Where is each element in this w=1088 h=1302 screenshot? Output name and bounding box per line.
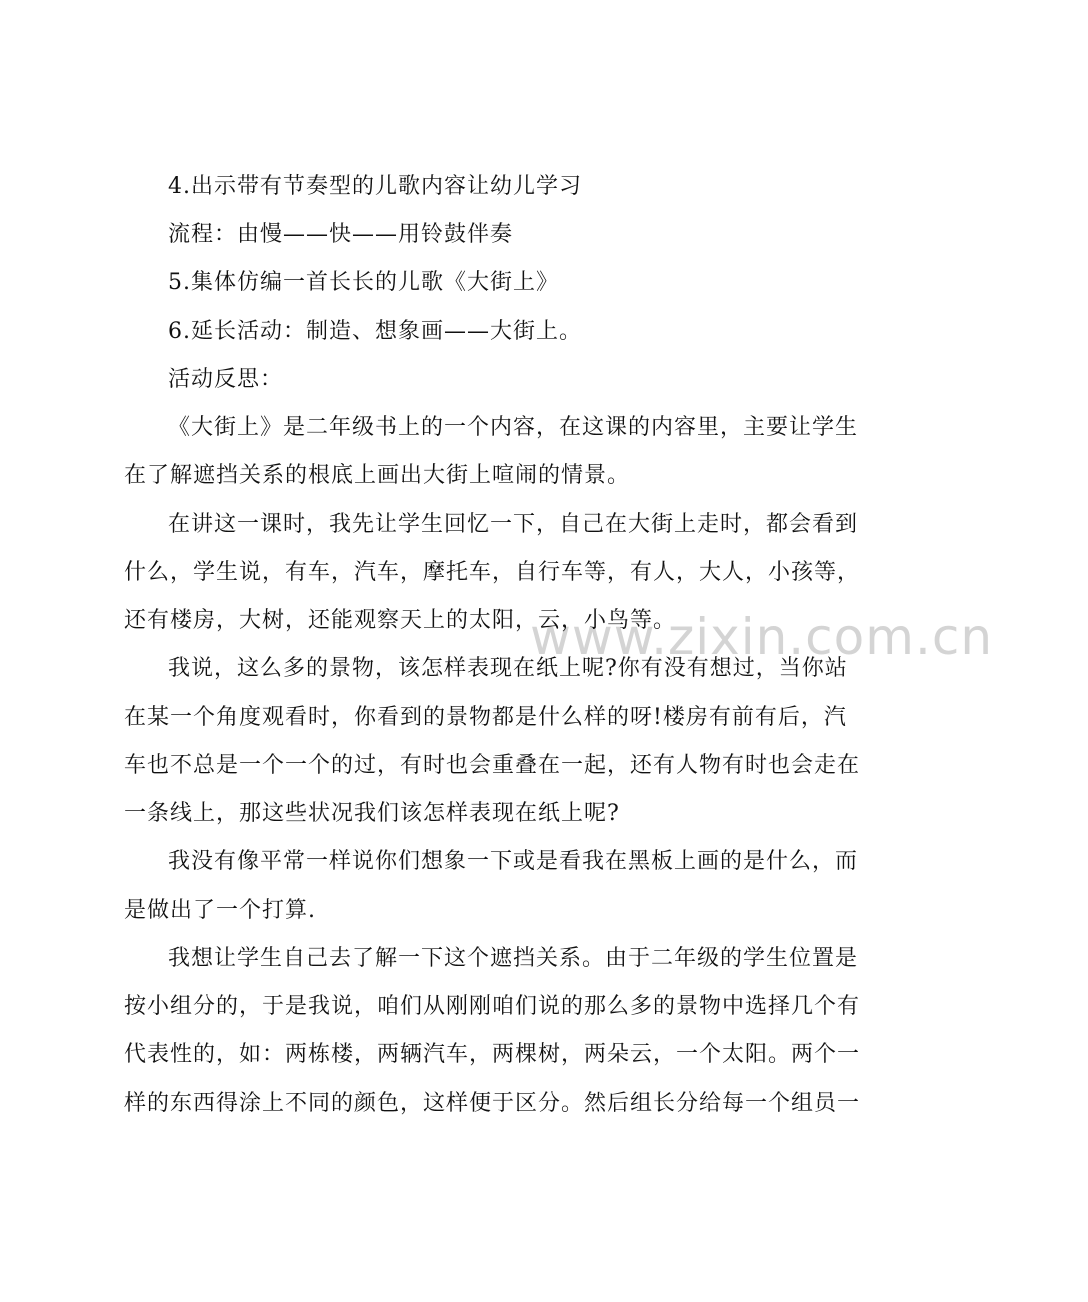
paragraph-line: 什么，学生说，有车，汽车，摩托车，自行车等，有人，大人，小孩等， xyxy=(124,560,861,585)
paragraph-line: 按小组分的，于是我说，咱们从刚刚咱们说的那么多的景物中选择几个有 xyxy=(124,994,861,1019)
paragraph-line: 车也不总是一个一个的过，有时也会重叠在一起，还有人物有时也会走在 xyxy=(124,753,861,778)
process-line: 流程：由慢——快——用铃鼓伴奏 xyxy=(168,222,514,247)
paragraph-line: 在了解遮挡关系的根底上画出大街上喧闹的情景。 xyxy=(124,463,631,488)
watermark-text: www.zixin.com.cn xyxy=(530,608,994,666)
paragraph-line: 是做出了一个打算. xyxy=(124,898,316,923)
reflection-heading: 活动反思： xyxy=(168,367,284,392)
paragraph-line: 样的东西得涂上不同的颜色，这样便于区分。然后组长分给每一个组员一 xyxy=(124,1091,861,1116)
step-6-line: 6.延长活动：制造、想象画——大街上。 xyxy=(168,319,582,344)
paragraph-line: 还有楼房，大树，还能观察天上的太阳，云，小鸟等。 xyxy=(124,608,677,633)
paragraph-line: 我想让学生自己去了解一下这个遮挡关系。由于二年级的学生位置是 xyxy=(168,946,859,971)
paragraph-line: 在讲这一课时，我先让学生回忆一下，自己在大街上走时，都会看到 xyxy=(168,512,859,537)
paragraph-line: 我没有像平常一样说你们想象一下或是看我在黑板上画的是什么，而 xyxy=(168,849,859,874)
paragraph-line: 《大街上》是二年级书上的一个内容，在这课的内容里，主要让学生 xyxy=(168,415,859,440)
paragraph-line: 代表性的，如：两栋楼，两辆汽车，两棵树，两朵云，一个太阳。两个一 xyxy=(124,1042,861,1067)
step-5-line: 5.集体仿编一首长长的儿歌《大街上》 xyxy=(168,270,559,295)
paragraph-line: 我说，这么多的景物，该怎样表现在纸上呢?你有没有想过，当你站 xyxy=(168,656,848,681)
paragraph-line: 在某一个角度观看时，你看到的景物都是什么样的呀!楼房有前有后，汽 xyxy=(124,705,847,730)
paragraph-line: 一条线上，那这些状况我们该怎样表现在纸上呢? xyxy=(124,801,620,826)
step-4-line: 4.出示带有节奏型的儿歌内容让幼儿学习 xyxy=(168,174,582,199)
